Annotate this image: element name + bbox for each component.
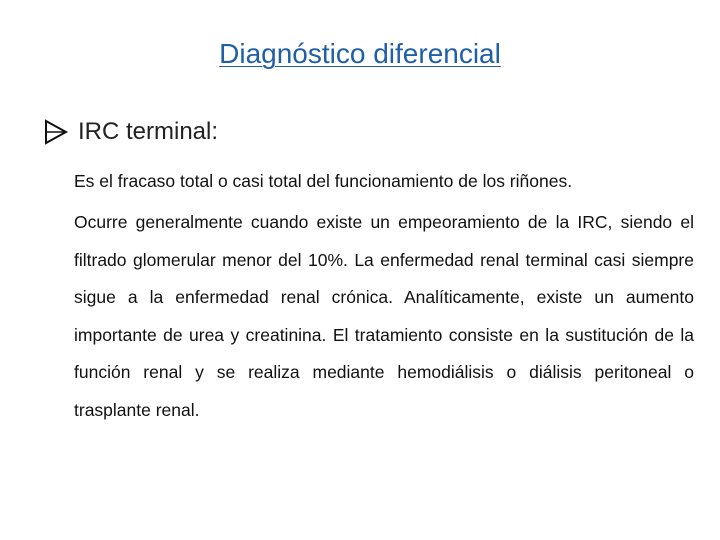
description-paragraph: Ocurre generalmente cuando existe un empeoramiento de la IRC, siendo el filtrado glomerular menor del 10%. La enfermedad renal terminal casi siempre sigue a la enfermedad renal crónica. Analíticamente, existe un aumento importante de urea y creatinina. El tratamiento consiste en la sustitución de la función renal y se realiza mediante hemodiálisis o diálisis peritoneal o trasplante renal. bbox=[74, 212, 694, 420]
bullet-item bbox=[44, 118, 218, 146]
definition-paragraph: Es el fracaso total o casi total del funcionamiento de los riñones. bbox=[74, 171, 573, 191]
arrowhead-bullet-icon bbox=[44, 119, 68, 145]
bullet-label: IRC terminal: bbox=[78, 118, 219, 145]
slide-title: Diagnóstico diferencial bbox=[219, 38, 501, 69]
